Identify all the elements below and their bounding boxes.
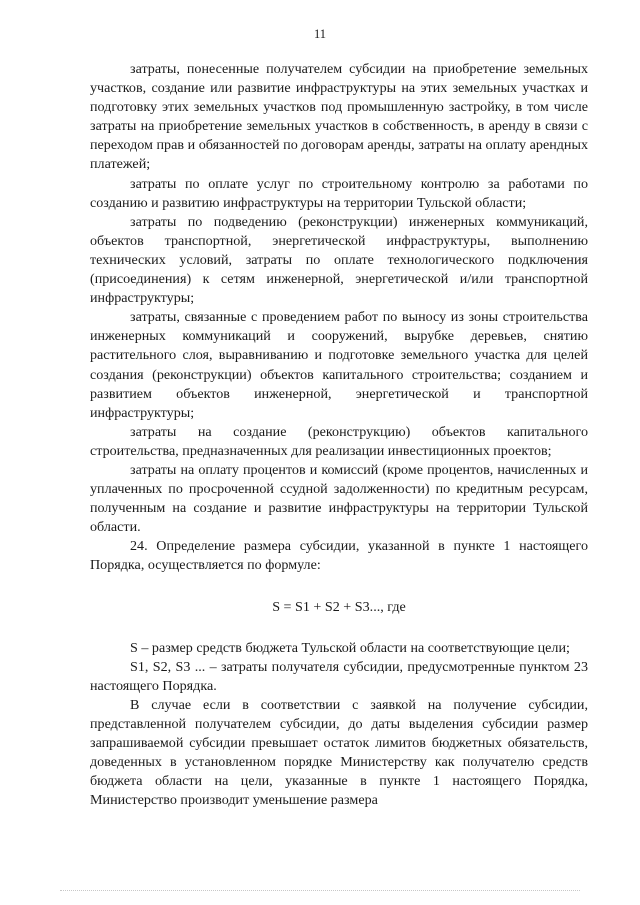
paragraph-subsidy-reduction: В случае если в соответствии с заявкой на получение субсидии, представленной получателем субсидии, до даты выделения субсидии размер запрашиваемой субсидии превышает остаток лимитов бюджетных обязательств, доведенных в установленном порядке Министерству как получателю средств бюджета области на цели, указанные в пункте 1 настоящего Порядка, Министерство производит уменьшение размера <box>90 696 588 809</box>
page-number: 11 <box>313 27 327 41</box>
paragraph-construction-control: затраты по оплате услуг по строительному контролю за работами по созданию и развитию инфраструктуры на территории Тульской области; <box>90 175 588 211</box>
document-body <box>90 60 588 810</box>
paragraph-interest-costs: затраты на оплату процентов и комиссий (кроме процентов, начисленных и уплаченных по просроченной ссудной задолженности) по кредитным ресурсам, полученным на создание и развитие инфраструктуры на территории Тульской области. <box>90 461 588 536</box>
paragraph-item-24: 24. Определение размера субсидии, указанной в пункте 1 настоящего Порядка, осуществляется по формуле: <box>90 538 588 574</box>
definition-s1-s2-s3: S1, S2, S3 ... – затраты получателя субсидии, предусмотренные пунктом 23 настоящего Порядка. <box>90 658 588 694</box>
paragraph-capital-construction: затраты на создание (реконструкцию) объектов капитального строительства, предназначенных для реализации инвестиционных проектов; <box>90 423 588 459</box>
formula: S = S1 + S2 + S3..., где <box>272 598 406 615</box>
paragraph-site-preparation: затраты, связанные с проведением работ по выносу из зоны строительства инженерных коммуникаций и сооружений, вырубке деревьев, снятию растительного слоя, выравниванию и подготовке земельного участка для целей создания (реконструкции) объектов капитального строительства; созданием и развитием объектов инженерной, энергетической и транспортной инфраструктуры; <box>90 309 588 421</box>
paragraph-engineering-connection: затраты по подведению (реконструкции) инженерных коммуникаций, объектов транспортной, энергетической инфраструктуры, выполнению технических условий, затраты по оплате технологического подключения (присоединения) к сетям инженерной, энергетической и/или транспортной инфраструктуры; <box>90 213 588 307</box>
definition-s: S – размер средств бюджета Тульской области на соответствующие цели; <box>130 639 570 656</box>
paragraph-land-costs: затраты, понесенные получателем субсидии на приобретение земельных участков, создание или развитие инфраструктуры на этих земельных участках и подготовку этих земельных участков под промышленную застройку, в том числе затраты на приобретение земельных участков в собственность, в аренду в связи с переходом прав и обязанностей по договорам аренды, затраты на оплату арендных платежей; <box>90 61 588 173</box>
scan-edge-line <box>60 890 580 891</box>
